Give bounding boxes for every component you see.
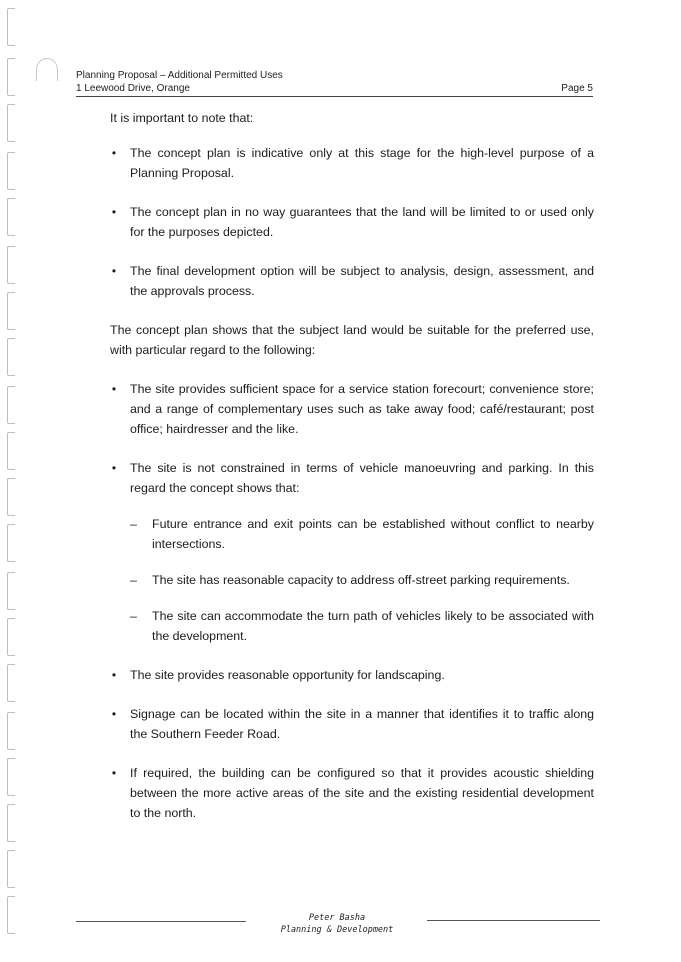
list-item bbox=[110, 665, 594, 685]
footer-company: Planning & Development bbox=[280, 925, 394, 935]
binder-hole bbox=[7, 432, 15, 470]
notes-list bbox=[110, 143, 594, 301]
binder-hole bbox=[7, 804, 15, 842]
page-footer bbox=[76, 912, 600, 942]
binder-hole bbox=[7, 8, 15, 46]
sub-list-item-text: The site can accommodate the turn path of vehicles likely to be associated with the development. bbox=[152, 609, 594, 643]
header-rule bbox=[76, 96, 593, 97]
list-item-text: The final development option will be subject to analysis, design, assessment, and the approvals process. bbox=[130, 264, 594, 298]
list-item-text: The concept plan in no way guarantees that the land will be limited to or used only for the purposes depicted. bbox=[130, 205, 594, 239]
footer-signature bbox=[251, 912, 423, 936]
list-item bbox=[110, 261, 594, 301]
binder-hole bbox=[7, 664, 15, 702]
bullet-icon: • bbox=[111, 668, 117, 682]
sub-list-item bbox=[130, 606, 594, 646]
sub-list-item-text: Future entrance and exit points can be established without conflict to nearby intersections. bbox=[152, 517, 594, 551]
page-body bbox=[110, 108, 594, 842]
scan-mark bbox=[36, 58, 58, 81]
intro-text: It is important to note that: bbox=[110, 111, 254, 125]
dash-icon: – bbox=[130, 573, 137, 587]
page-number: Page 5 bbox=[561, 83, 593, 94]
sub-list-item bbox=[130, 514, 594, 554]
binder-hole bbox=[7, 572, 15, 610]
suitability-list bbox=[110, 379, 594, 823]
header-title: Planning Proposal – Additional Permitted Uses bbox=[76, 70, 283, 81]
binder-hole bbox=[7, 524, 15, 562]
list-item-text: The site provides sufficient space for a service station forecourt; convenience store; and a range of complementary uses such as take away food; café/restaurant; post office; hairdresser and the like. bbox=[130, 382, 594, 436]
list-item bbox=[110, 379, 594, 439]
binder-hole bbox=[7, 58, 15, 96]
bullet-icon: • bbox=[111, 766, 117, 780]
bullet-icon: • bbox=[111, 461, 117, 475]
footer-rule bbox=[76, 921, 246, 922]
dash-icon: – bbox=[130, 517, 137, 531]
dash-icon: – bbox=[130, 609, 137, 623]
sub-list-item-text: The site has reasonable capacity to address off-street parking requirements. bbox=[152, 573, 570, 587]
list-item bbox=[110, 202, 594, 242]
page-header bbox=[76, 69, 593, 95]
binder-hole bbox=[7, 618, 15, 656]
sub-list bbox=[130, 514, 594, 646]
binder-hole bbox=[7, 386, 15, 424]
body-paragraph: The concept plan shows that the subject land would be suitable for the preferred use, with particular regard to the following: bbox=[110, 323, 594, 357]
binder-hole bbox=[7, 896, 15, 934]
bullet-icon: • bbox=[111, 264, 117, 278]
list-item-text: The concept plan is indicative only at this stage for the high-level purpose of a Planning Proposal. bbox=[130, 146, 594, 180]
list-item bbox=[110, 143, 594, 183]
binder-hole bbox=[7, 478, 15, 516]
binder-hole bbox=[7, 850, 15, 888]
header-address: 1 Leewood Drive, Orange bbox=[76, 83, 190, 94]
footer-rule bbox=[427, 920, 600, 921]
binder-hole bbox=[7, 712, 15, 750]
binder-hole bbox=[7, 152, 15, 190]
sub-list-item bbox=[130, 570, 594, 590]
list-item-text: If required, the building can be configured so that it provides acoustic shielding between the more active areas of the site and the existing residential development to the north. bbox=[130, 766, 594, 820]
list-item bbox=[110, 704, 594, 744]
binder-hole bbox=[7, 198, 15, 236]
binder-hole bbox=[7, 104, 15, 142]
bullet-icon: • bbox=[111, 146, 117, 160]
binder-hole bbox=[7, 246, 15, 284]
binder-hole bbox=[7, 292, 15, 330]
binder-hole bbox=[7, 338, 15, 376]
list-item-text: The site provides reasonable opportunity for landscaping. bbox=[130, 668, 445, 682]
footer-name: Peter Basha bbox=[308, 913, 366, 923]
list-item bbox=[110, 458, 594, 646]
list-item-text: Signage can be located within the site in a manner that identifies it to traffic along the Southern Feeder Road. bbox=[130, 707, 594, 741]
binder-hole bbox=[7, 758, 15, 796]
list-item-text: The site is not constrained in terms of vehicle manoeuvring and parking. In this regard the concept shows that: bbox=[130, 461, 594, 495]
list-item bbox=[110, 763, 594, 823]
bullet-icon: • bbox=[111, 205, 117, 219]
bullet-icon: • bbox=[111, 382, 117, 396]
binder-holes bbox=[0, 0, 26, 962]
bullet-icon: • bbox=[111, 707, 117, 721]
